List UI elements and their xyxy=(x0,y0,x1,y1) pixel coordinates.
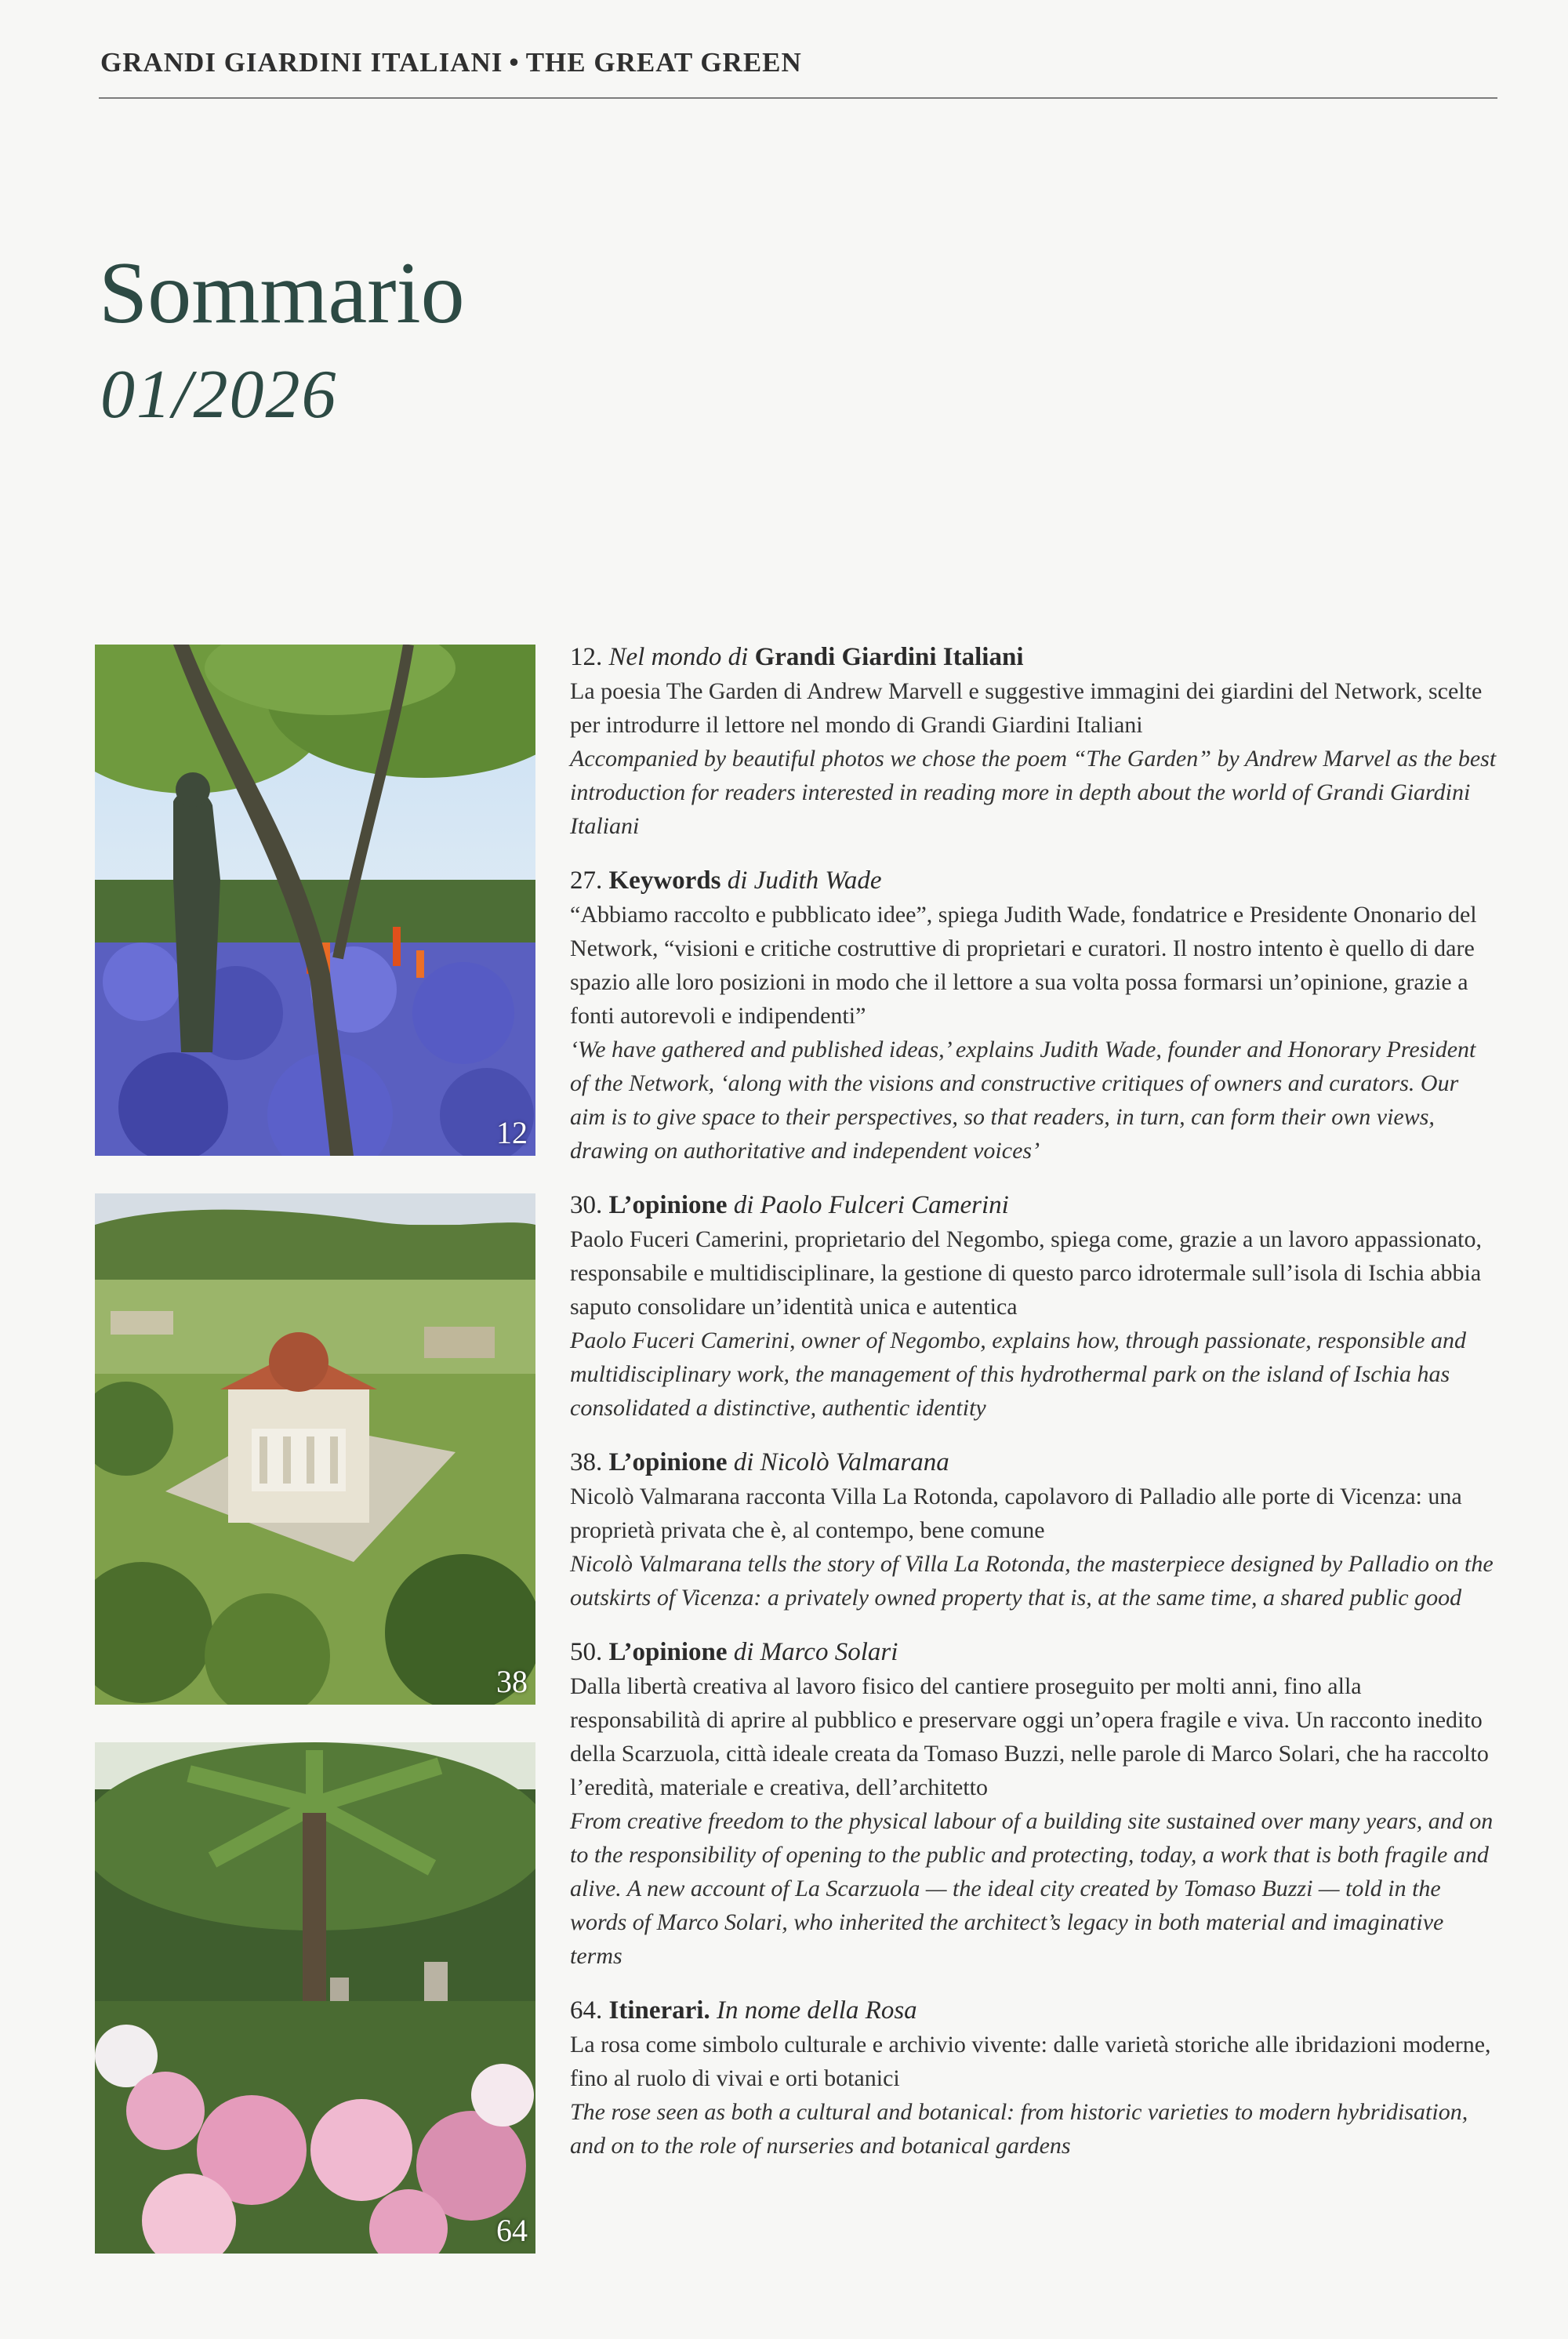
entry-author: di Marco Solari xyxy=(733,1638,898,1666)
photo-page-number: 12 xyxy=(496,1115,528,1150)
entry-text-italian: Paolo Fuceri Camerini, proprietario del Negombo, spiega come, grazie a un lavoro appassionato, responsabile e multidisciplinare, la gestione di questo parco idrotermale sull’isola di Ischia abbia saputo consolidare un’identità unica e autentica xyxy=(570,1226,1482,1320)
entry-text-english: ‘We have gathered and published ideas,’ explains Judith Wade, founder and Honorary President of the Network, ‘along with the visions and constructive critiques of owners and curators. Our aim is to give space to their perspectives, so that readers, in turn, can form their own views, drawing on authoritative and independent voices’ xyxy=(570,1037,1476,1164)
entry-text-italian: Nicolò Valmarana racconta Villa La Rotonda, capolavoro di Palladio alle porte di Vicenza: una proprietà privata che è, al contempo, bene comune xyxy=(570,1484,1462,1543)
entry-subtitle: In nome della Rosa xyxy=(716,1996,917,2025)
entry-author: di Nicolò Valmarana xyxy=(733,1448,949,1476)
masthead-right: THE GREAT GREEN xyxy=(525,47,802,78)
toc-entry[interactable] xyxy=(570,1188,1497,1425)
toc-entry[interactable] xyxy=(570,640,1497,843)
entry-author: di Judith Wade xyxy=(727,866,882,895)
entry-section: Grandi Giardini Italiani xyxy=(754,643,1024,671)
photo-page-number: 38 xyxy=(496,1664,528,1699)
entry-heading xyxy=(570,863,1497,898)
entry-page-number: 64. xyxy=(570,1996,603,2025)
entry-section: L’opinione xyxy=(608,1448,728,1476)
toc-entry[interactable] xyxy=(570,1993,1497,2163)
photo-page-number: 64 xyxy=(496,2213,528,2248)
header-rule xyxy=(99,97,1497,99)
entry-text-english: Nicolò Valmarana tells the story of Villa La Rotonda, the masterpiece designed by Palladio on the outskirts of Vicenza: a privately owned property that is, at the same time, a shared public good xyxy=(570,1551,1494,1611)
entry-text-english: Accompanied by beautiful photos we chose the poem “The Garden” by Andrew Marvel as the best introduction for readers interested in reading more in depth about the world of Grandi Giardini Italiani xyxy=(570,746,1497,839)
entry-page-number: 12. xyxy=(570,643,603,671)
entry-heading xyxy=(570,1445,1497,1480)
entry-text-english: The rose seen as both a cultural and botanical: from historic varieties to modern hybridisation, and on to the role of nurseries and botanical gardens xyxy=(570,2099,1468,2159)
entry-text-italian: La poesia The Garden di Andrew Marvell e suggestive immagini dei giardini del Network, scelte per introdurre il lettore nel mondo di Grandi Giardini Italiani xyxy=(570,678,1483,738)
toc-entry[interactable] xyxy=(570,1635,1497,1973)
garden-statue-photo xyxy=(95,645,535,1156)
entry-section: L’opinione xyxy=(608,1638,728,1666)
entry-text-italian: “Abbiamo raccolto e pubblicato idee”, spiega Judith Wade, fondatrice e Presidente Ononario del Network, “visioni e critiche costruttive di proprietari e curatori. Il nostro intento è quello di dare spazio alle loro posizioni in modo che il lettore a sua volta possa formarsi un’opinione, grazie a fonti autorevoli e indipendenti” xyxy=(570,902,1477,1029)
entry-heading xyxy=(570,640,1497,674)
masthead-separator: • xyxy=(509,47,520,78)
villa-rotonda-photo xyxy=(95,1193,535,1705)
entry-page-number: 30. xyxy=(570,1191,603,1219)
masthead xyxy=(100,47,802,78)
entry-page-number: 27. xyxy=(570,866,603,895)
entry-text-italian: Dalla libertà creativa al lavoro fisico del cantiere proseguito per molti anni, fino alla responsabilità di aprire al pubblico e preservare oggi un’opera fragile e viva. Un racconto inedito della Scarzuola, città ideale creata da Tomaso Buzzi, nelle parole di Marco Solari, che ha raccolto l’eredità, materiale e creativa, dell’architetto xyxy=(570,1673,1489,1800)
issue-number: 01/2026 xyxy=(100,357,338,433)
toc-entry[interactable] xyxy=(570,863,1497,1168)
entry-heading xyxy=(570,1635,1497,1669)
entry-section: Keywords xyxy=(608,866,721,895)
masthead-left: GRANDI GIARDINI ITALIANI xyxy=(100,47,503,78)
page-title: Sommario xyxy=(99,245,465,342)
entry-text-english: From creative freedom to the physical labour of a building site sustained over many years, and on to the responsibility of opening to the public and protecting, today, a work that is both fragile and alive. A new account of La Scarzuola — the ideal city created by Tomaso Buzzi — told in the words of Marco Solari, who inherited the architect’s legacy in both material and imaginative terms xyxy=(570,1808,1494,1969)
photo-garden-statue xyxy=(95,645,535,1156)
entry-page-number: 38. xyxy=(570,1448,603,1476)
rose-garden-photo xyxy=(95,1742,535,2254)
toc-entry[interactable] xyxy=(570,1445,1497,1614)
entry-author: di Paolo Fulceri Camerini xyxy=(733,1191,1009,1219)
photo-rose-garden xyxy=(95,1742,535,2254)
entry-page-number: 50. xyxy=(570,1638,603,1666)
entry-section: Itinerari. xyxy=(608,1996,710,2025)
entry-prefix: Nel mondo di xyxy=(608,643,749,671)
entry-heading xyxy=(570,1188,1497,1222)
entry-section: L’opinione xyxy=(608,1191,728,1219)
entry-text-english: Paolo Fuceri Camerini, owner of Negombo, explains how, through passionate, responsible and multidisciplinary work, the management of this hydrothermal park on the island of Ischia has consolidated a distinctive, authentic identity xyxy=(570,1327,1466,1421)
photo-villa-rotonda xyxy=(95,1193,535,1705)
entry-heading xyxy=(570,1993,1497,2028)
entry-text-italian: La rosa come simbolo culturale e archivio vivente: dalle varietà storiche alle ibridazioni moderne, fino al ruolo di vivai e orti botanici xyxy=(570,2032,1491,2091)
table-of-contents xyxy=(570,640,1497,2183)
